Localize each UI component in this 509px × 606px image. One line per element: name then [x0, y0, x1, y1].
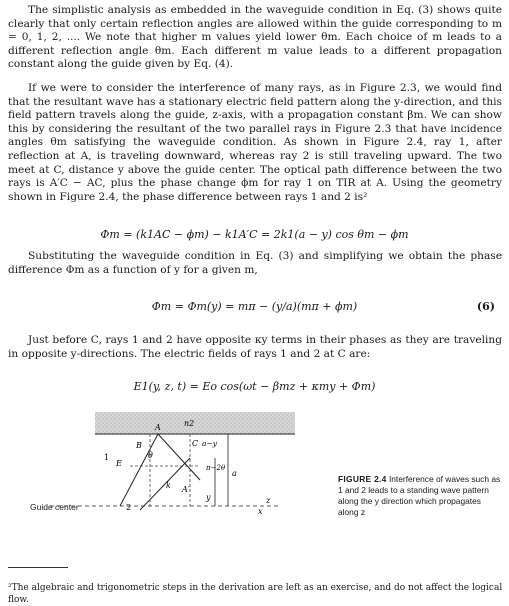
label-a-point: A [155, 423, 161, 432]
label-b-point: B [136, 441, 142, 450]
label-n2: n2 [184, 419, 195, 428]
paragraph-substituting: Substituting the waveguide condition in Eq. (3) and simplifying we obtain the phase difference Φm as a function of y for a given m, [8, 250, 502, 276]
figure-caption-text: Interference of waves such as 1 and 2 leads to a standing wave pattern along the y direction which propagates along z [338, 474, 501, 517]
label-e-point: E [116, 459, 122, 468]
guide-center-label: Guide center [30, 502, 79, 512]
paragraph-interference: If we were to consider the interference of many rays, as in Figure 2.3, we would find that the resultant wave has a stationary electric field pattern along the y-direction, and this field pattern travels along the guide, z-axis, with a propagation constant βm. We can show this by considering the resultant of the two parallel rays in Figure 2.3 that have incidence angles θm satisfying the waveguide condition. As shown in Figure 2.4, ray 1, after reflection at A, is traveling downward, whereas ray 2 is still traveling upward. The two meet at C, distance y above the guide center. The optical path difference between the two rays is A′C − AC, plus the phase change ϕm for ray 1 on TIR at A. Using the geometry shown in Figure 2.4, the phase difference between rays 1 and 2 is² [8, 82, 502, 203]
label-ray-1: 1 [104, 453, 110, 462]
label-a-prime: A′ [182, 485, 190, 494]
label-a-dimension: a [232, 469, 237, 478]
cladding-region [95, 412, 295, 434]
equation-6-number: (6) [476, 300, 495, 313]
figure-2-4-diagram [30, 410, 330, 516]
paragraph-waveguide-analysis: The simplistic analysis as embedded in the waveguide condition in Eq. (3) shows quite clearly that only certain reflection angles are allowed within the guide corresponding to m = 0, 1, 2, .... We note that higher m values yield lower θm. Each choice of m leads to a different reflection angle θm. Each different m value leads to a different propagation constant along the guide given by Eq. (4). [8, 4, 502, 71]
footnote-rule [8, 567, 68, 568]
label-pi-minus-2theta: π−2θ [206, 464, 226, 472]
equation-phase-difference: Φm = (k1AC − ϕm) − k1A′C = 2k1(a − y) cos θm − ϕm [100, 228, 409, 241]
label-z-axis: z [266, 496, 271, 505]
footnote: ²The algebraic and trigonometric steps in the derivation are left as an exercise, and do not affect the logical flow. [8, 583, 503, 605]
paragraph-fields: Just before C, rays 1 and 2 have opposite κy terms in their phases as they are traveling in opposite y-directions. The electric fields of rays 1 and 2 at C are: [8, 334, 502, 360]
label-x-axis: x [258, 507, 263, 516]
figure-label: FIGURE 2.4 [338, 474, 387, 484]
label-theta: θ [148, 451, 153, 460]
label-ray-2: 2 [126, 503, 132, 512]
label-a-minus-y: a−y [202, 439, 217, 448]
figure-caption [338, 474, 503, 518]
label-c-point: C [192, 439, 199, 448]
equation-6: Φm = Φm(y) = mπ − (y/a)(mπ + ϕm) [151, 300, 358, 313]
label-y-dimension: y [206, 493, 211, 502]
label-k: k [166, 481, 171, 490]
equation-field-e1: E1(y, z, t) = Eo cos(ωt − βmz + κmy + Φm) [133, 380, 376, 393]
